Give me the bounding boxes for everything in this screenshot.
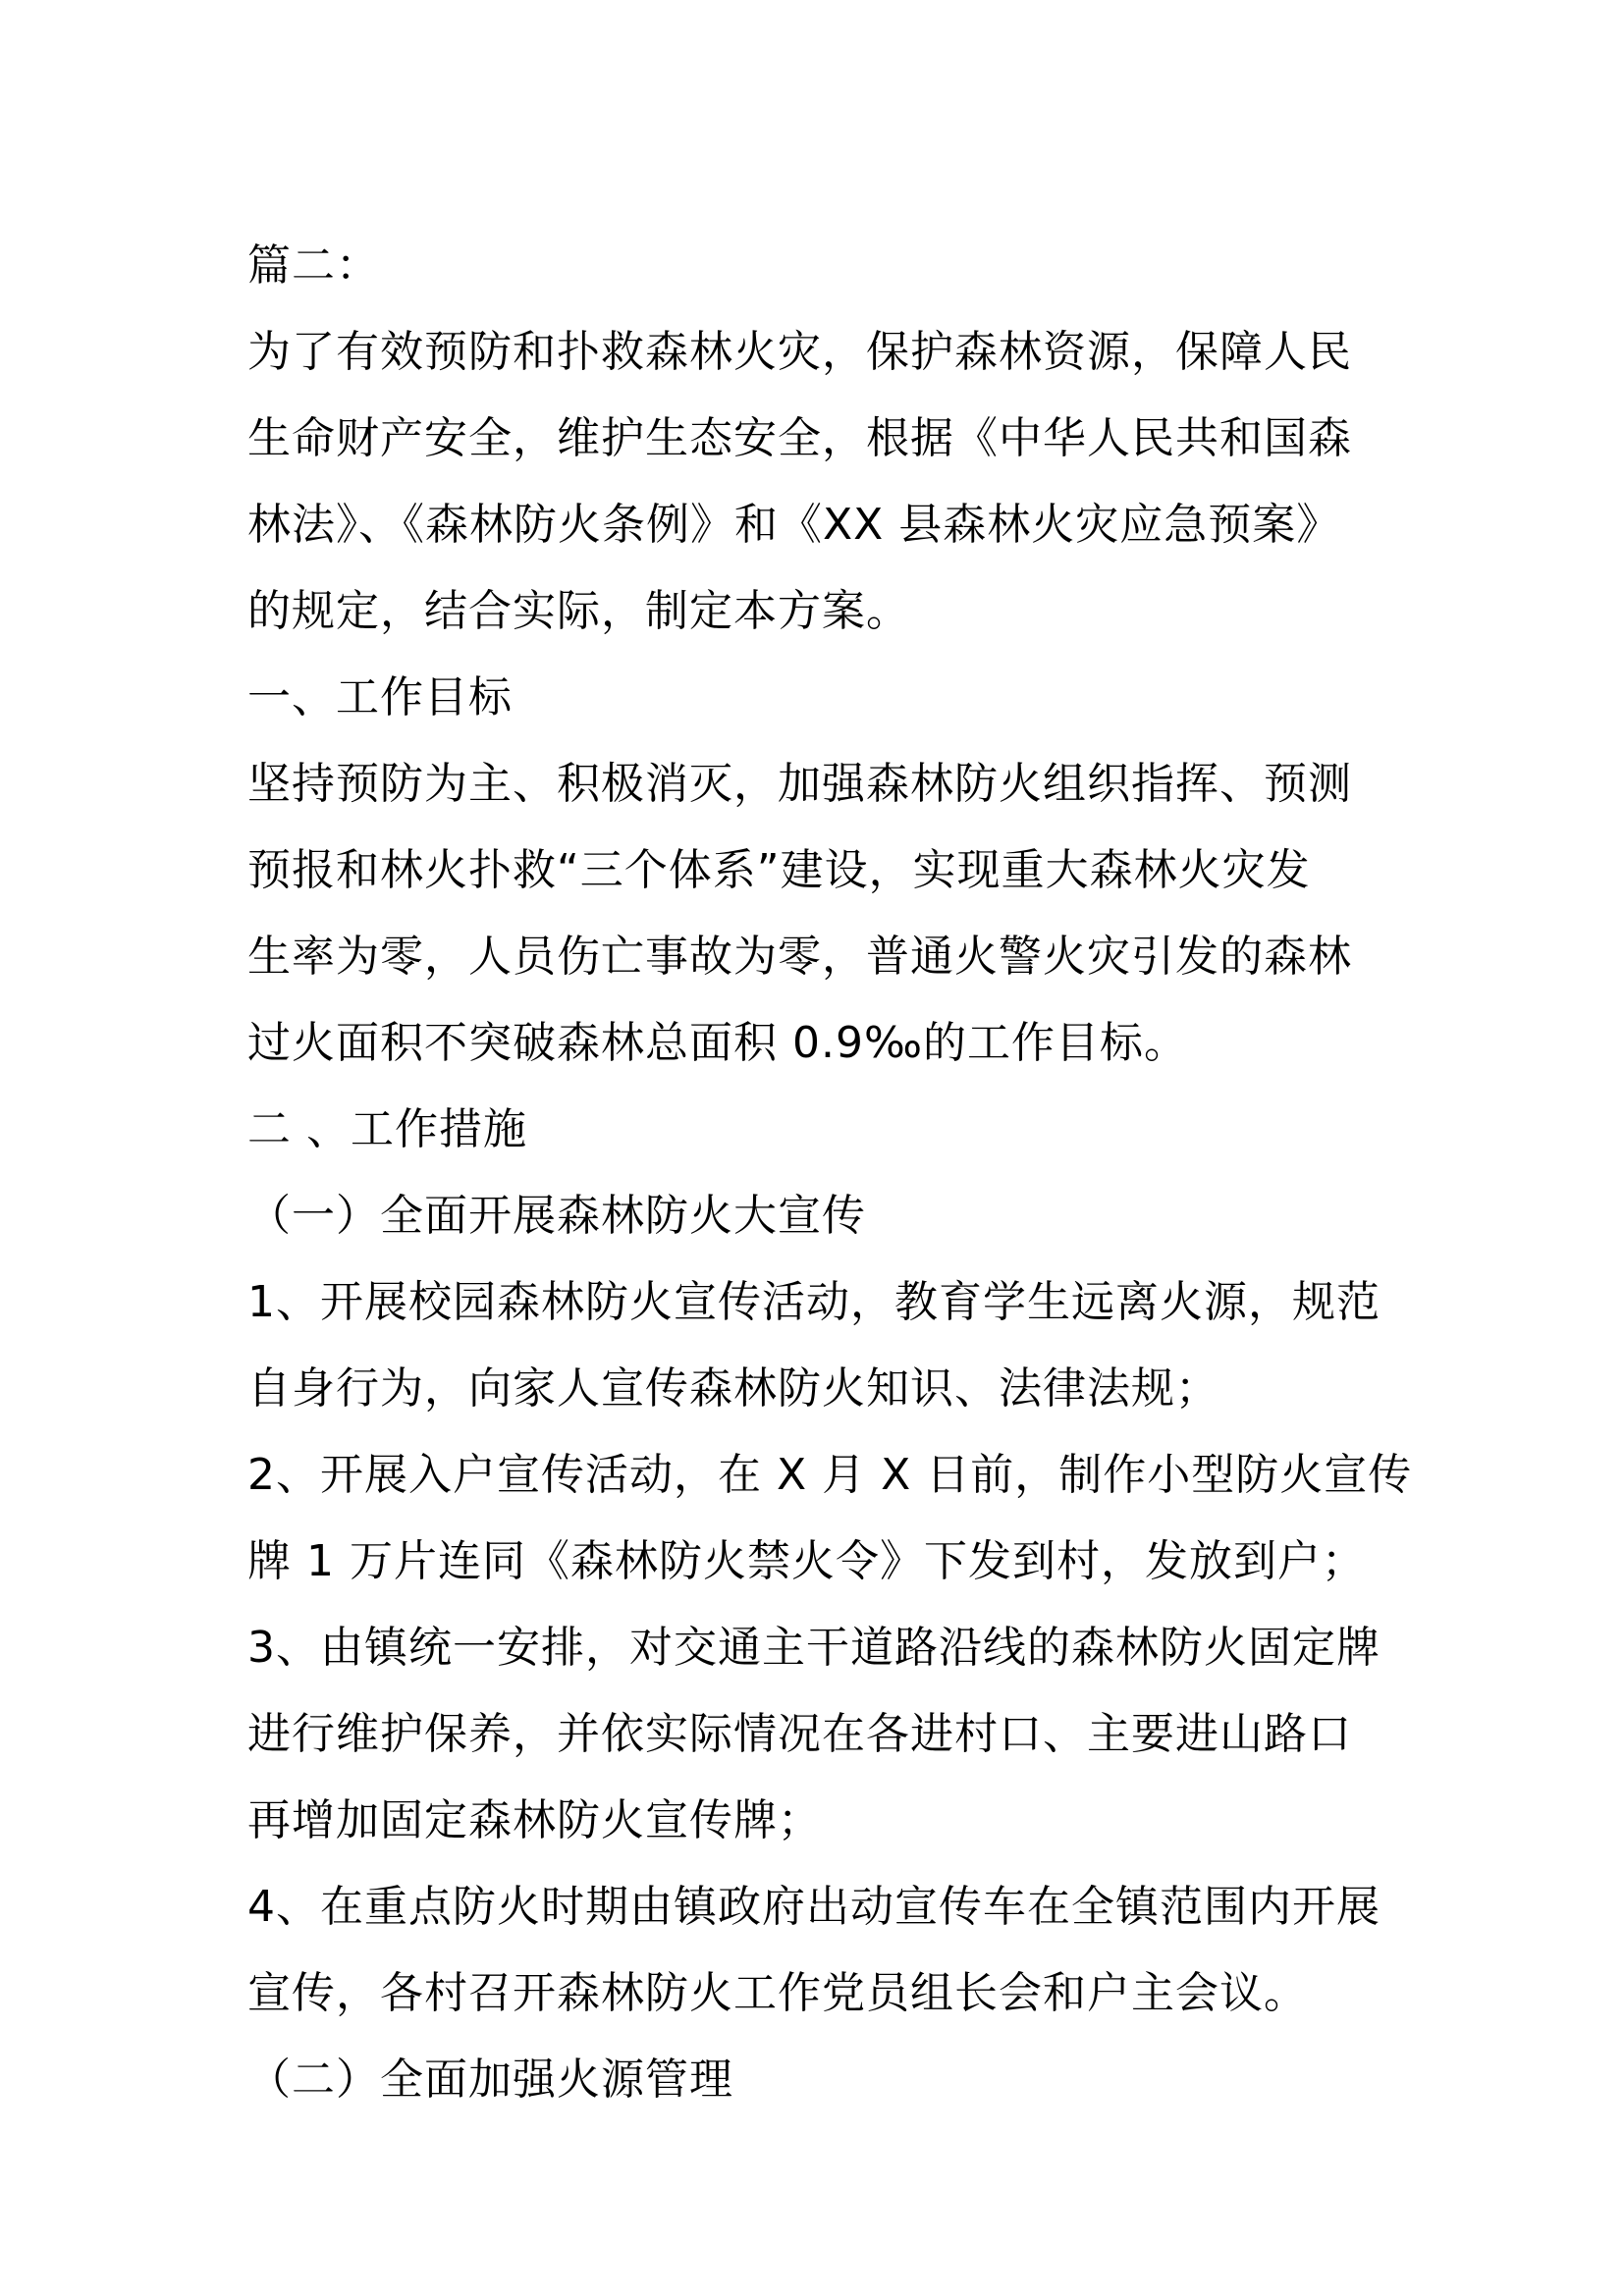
list-item-line: 牌 1 万片连同《森林防火禁火令》下发到村，发放到户； (247, 1536, 1366, 1586)
list-item-line: 自身行为，向家人宣传森林防火知识、法律法规； (247, 1363, 1219, 1414)
document-body (247, 223, 1413, 2123)
list-item-line: 1、开展校园森林防火宣传活动，教育学生远离火源，规范 (247, 1277, 1380, 1327)
paragraph-line: 生命财产安全，维护生态安全，根据《中华人民共和国森 (247, 413, 1352, 463)
paragraph-line: 为了有效预防和扑救森林火灾，保护森林资源，保障人民 (247, 327, 1352, 377)
section-heading-goals: 一、工作目标 (247, 672, 513, 722)
list-item-line: 再增加固定森林防火宣传牌； (247, 1795, 822, 1845)
list-item-line: 3、由镇统一安排，对交通主干道路沿线的森林防火固定牌 (247, 1623, 1380, 1673)
list-item-line: 进行维护保养，并依实际情况在各进村口、主要进山路口 (247, 1709, 1352, 1759)
paragraph-line: 林法》、《森林防火条例》和《XX 县森林火灾应急预案》 (247, 500, 1341, 550)
paragraph-line: 生率为零，人员伤亡事故为零，普通火警火灾引发的森林 (247, 932, 1352, 982)
paragraph-line: 的规定，结合实际，制定本方案。 (247, 586, 910, 636)
section-heading-part-two: 篇二： (247, 240, 380, 291)
paragraph-line: 坚持预防为主、积极消灭，加强森林防火组织指挥、预测 (247, 759, 1352, 809)
list-item-line: 4、在重点防火时期由镇政府出动宣传车在全镇范围内开展 (247, 1882, 1380, 1932)
list-item-line: 宣传，各村召开森林防火工作党员组长会和户主会议。 (247, 1968, 1308, 2018)
paragraph-line: 过火面积不突破森林总面积 0.9‰的工作目标。 (247, 1018, 1188, 1068)
list-item-line: 2、开展入户宣传活动，在 X 月 X 日前，制作小型防火宣传 (247, 1450, 1413, 1500)
paragraph-line: 预报和林火扑救“三个体系”建设，实现重大森林火灾发 (247, 845, 1311, 895)
subsection-heading-fire-source: （二）全面加强火源管理 (247, 2055, 733, 2105)
section-heading-measures: 二 、工作措施 (247, 1104, 527, 1154)
subsection-heading-publicity: （一）全面开展森林防火大宣传 (247, 1191, 866, 1241)
